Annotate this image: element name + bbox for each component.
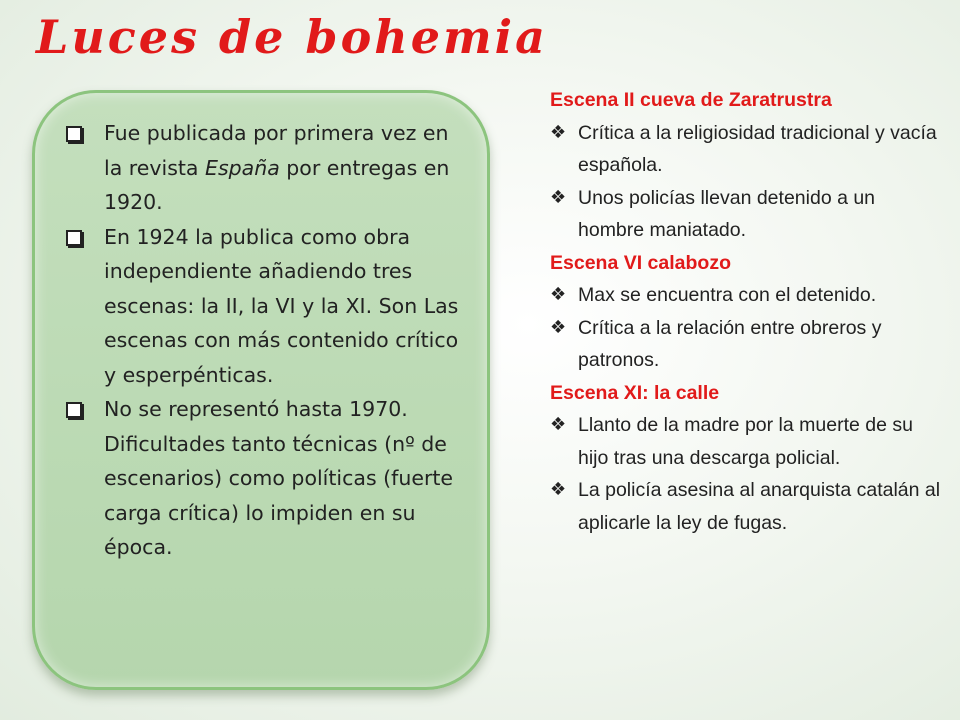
diamond-bullet-icon: ❖ <box>550 186 567 208</box>
item-text: Fue publicada por primera vez en la revista <box>104 121 449 180</box>
diamond-bullet-icon: ❖ <box>550 414 567 435</box>
scene-heading: Escena II cueva de Zaratrustra <box>550 89 832 111</box>
scene-item-text: Llanto de la madre por la muerte de su hijo tras una descarga policial. <box>578 414 913 469</box>
scene-item <box>550 117 945 182</box>
diamond-bullet-icon: ❖ <box>550 284 567 305</box>
checkbox-bullet-icon <box>66 126 82 142</box>
list-item <box>66 392 466 565</box>
diamond-bullet-icon: ❖ <box>550 479 567 500</box>
magazine-name: España <box>205 155 280 180</box>
page-title: Luces de bohemia <box>36 10 548 64</box>
item-text: En 1924 la publica como obra independiente añadiendo tres escenas: la II, la VI y la XI. Son Las escenas con más contenido crítico y esperpénticas. <box>104 224 459 387</box>
checkbox-bullet-icon <box>66 402 82 418</box>
item-text: No se representó hasta 1970. Dificultades tanto técnicas (nº de escenarios) como políticas (fuerte carga crítica) lo impiden en su época. <box>104 397 454 559</box>
scene-item-text: Unos policías llevan detenido a un hombre maniatado. <box>578 186 876 241</box>
publication-list <box>66 116 466 565</box>
item-text-end: por entregas en 1920. <box>104 155 450 214</box>
scene-item <box>550 312 945 377</box>
scene-item-text: Crítica a la religiosidad tradicional y vacía española. <box>578 121 937 176</box>
checkbox-bullet-icon <box>66 230 82 246</box>
list-item <box>66 220 466 393</box>
scene-item-text: Max se encuentra con el detenido. <box>578 284 877 306</box>
scene-item <box>550 279 945 312</box>
scene-item <box>550 474 945 539</box>
scene-item <box>550 182 945 247</box>
scene-item <box>550 409 945 474</box>
diamond-bullet-icon: ❖ <box>550 316 567 338</box>
scene-item-text: Crítica a la relación entre obreros y patronos. <box>578 316 882 371</box>
scenes-column <box>550 84 945 539</box>
scene-heading: Escena VI calabozo <box>550 251 731 274</box>
scene-heading: Escena XI: la calle <box>550 381 720 404</box>
scene-item-text: La policía asesina al anarquista catalán al aplicarle la ley de fugas. <box>578 479 941 534</box>
diamond-bullet-icon: ❖ <box>550 121 567 143</box>
list-item <box>66 116 466 220</box>
